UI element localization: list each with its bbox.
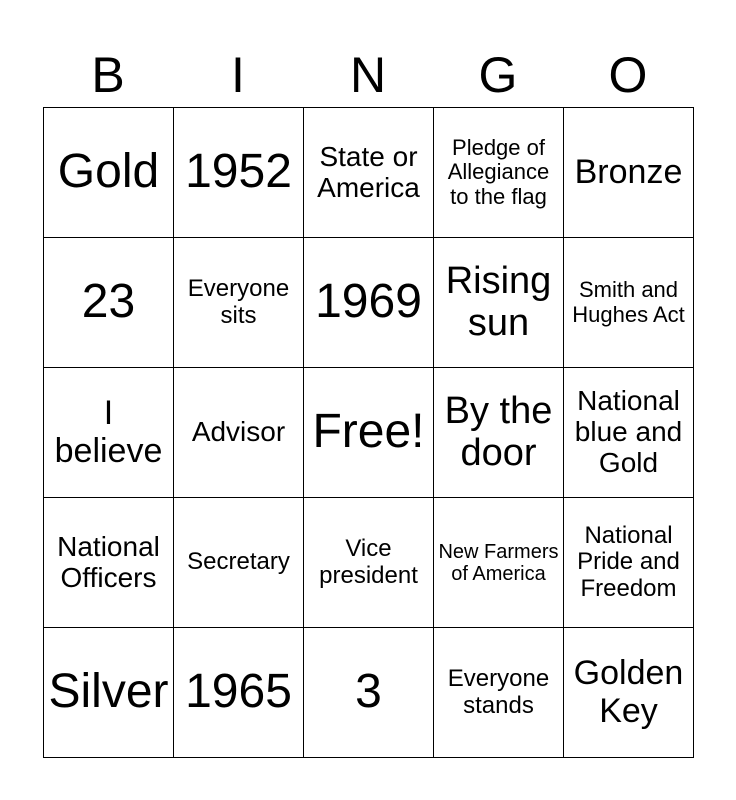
bingo-board: [43, 107, 694, 758]
board-row-5: [44, 628, 694, 758]
bingo-cell: Everyone stands: [434, 628, 564, 758]
bingo-cell: Bronze: [564, 108, 694, 238]
bingo-cell: 3: [304, 628, 434, 758]
bingo-cell: Gold: [44, 108, 174, 238]
bingo-cell: Golden Key: [564, 628, 694, 758]
bingo-cell: Silver: [44, 628, 174, 758]
bingo-cell: Secretary: [174, 498, 304, 628]
board-row-3: [44, 368, 694, 498]
bingo-cell: 1952: [174, 108, 304, 238]
bingo-cell: Everyone sits: [174, 238, 304, 368]
bingo-cell: By the door: [434, 368, 564, 498]
bingo-cell: 1969: [304, 238, 434, 368]
header-letter-o: O: [608, 47, 648, 103]
bingo-cell: National blue and Gold: [564, 368, 694, 498]
bingo-cell: Rising sun: [434, 238, 564, 368]
bingo-cell: Vice president: [304, 498, 434, 628]
bingo-cell: Advisor: [174, 368, 304, 498]
bingo-cell free-space: Free!: [304, 368, 434, 498]
bingo-cell: New Farmers of America: [434, 498, 564, 628]
bingo-cell: National Officers: [44, 498, 174, 628]
bingo-cell: National Pride and Freedom: [564, 498, 694, 628]
bingo-cell: Pledge of Allegiance to the flag: [434, 108, 564, 238]
bingo-cell: 1965: [174, 628, 304, 758]
bingo-cell: 23: [44, 238, 174, 368]
bingo-cell: State or America: [304, 108, 434, 238]
board-row-4: [44, 498, 694, 628]
header-letter-b: B: [91, 47, 125, 103]
bingo-header: [43, 42, 693, 108]
header-letter-n: N: [349, 47, 387, 103]
bingo-cell: I believe: [44, 368, 174, 498]
board-row-1: [44, 108, 694, 238]
header-letter-g: G: [478, 47, 518, 103]
header-letter-i: I: [231, 47, 245, 103]
board-row-2: [44, 238, 694, 368]
bingo-cell: Smith and Hughes Act: [564, 238, 694, 368]
